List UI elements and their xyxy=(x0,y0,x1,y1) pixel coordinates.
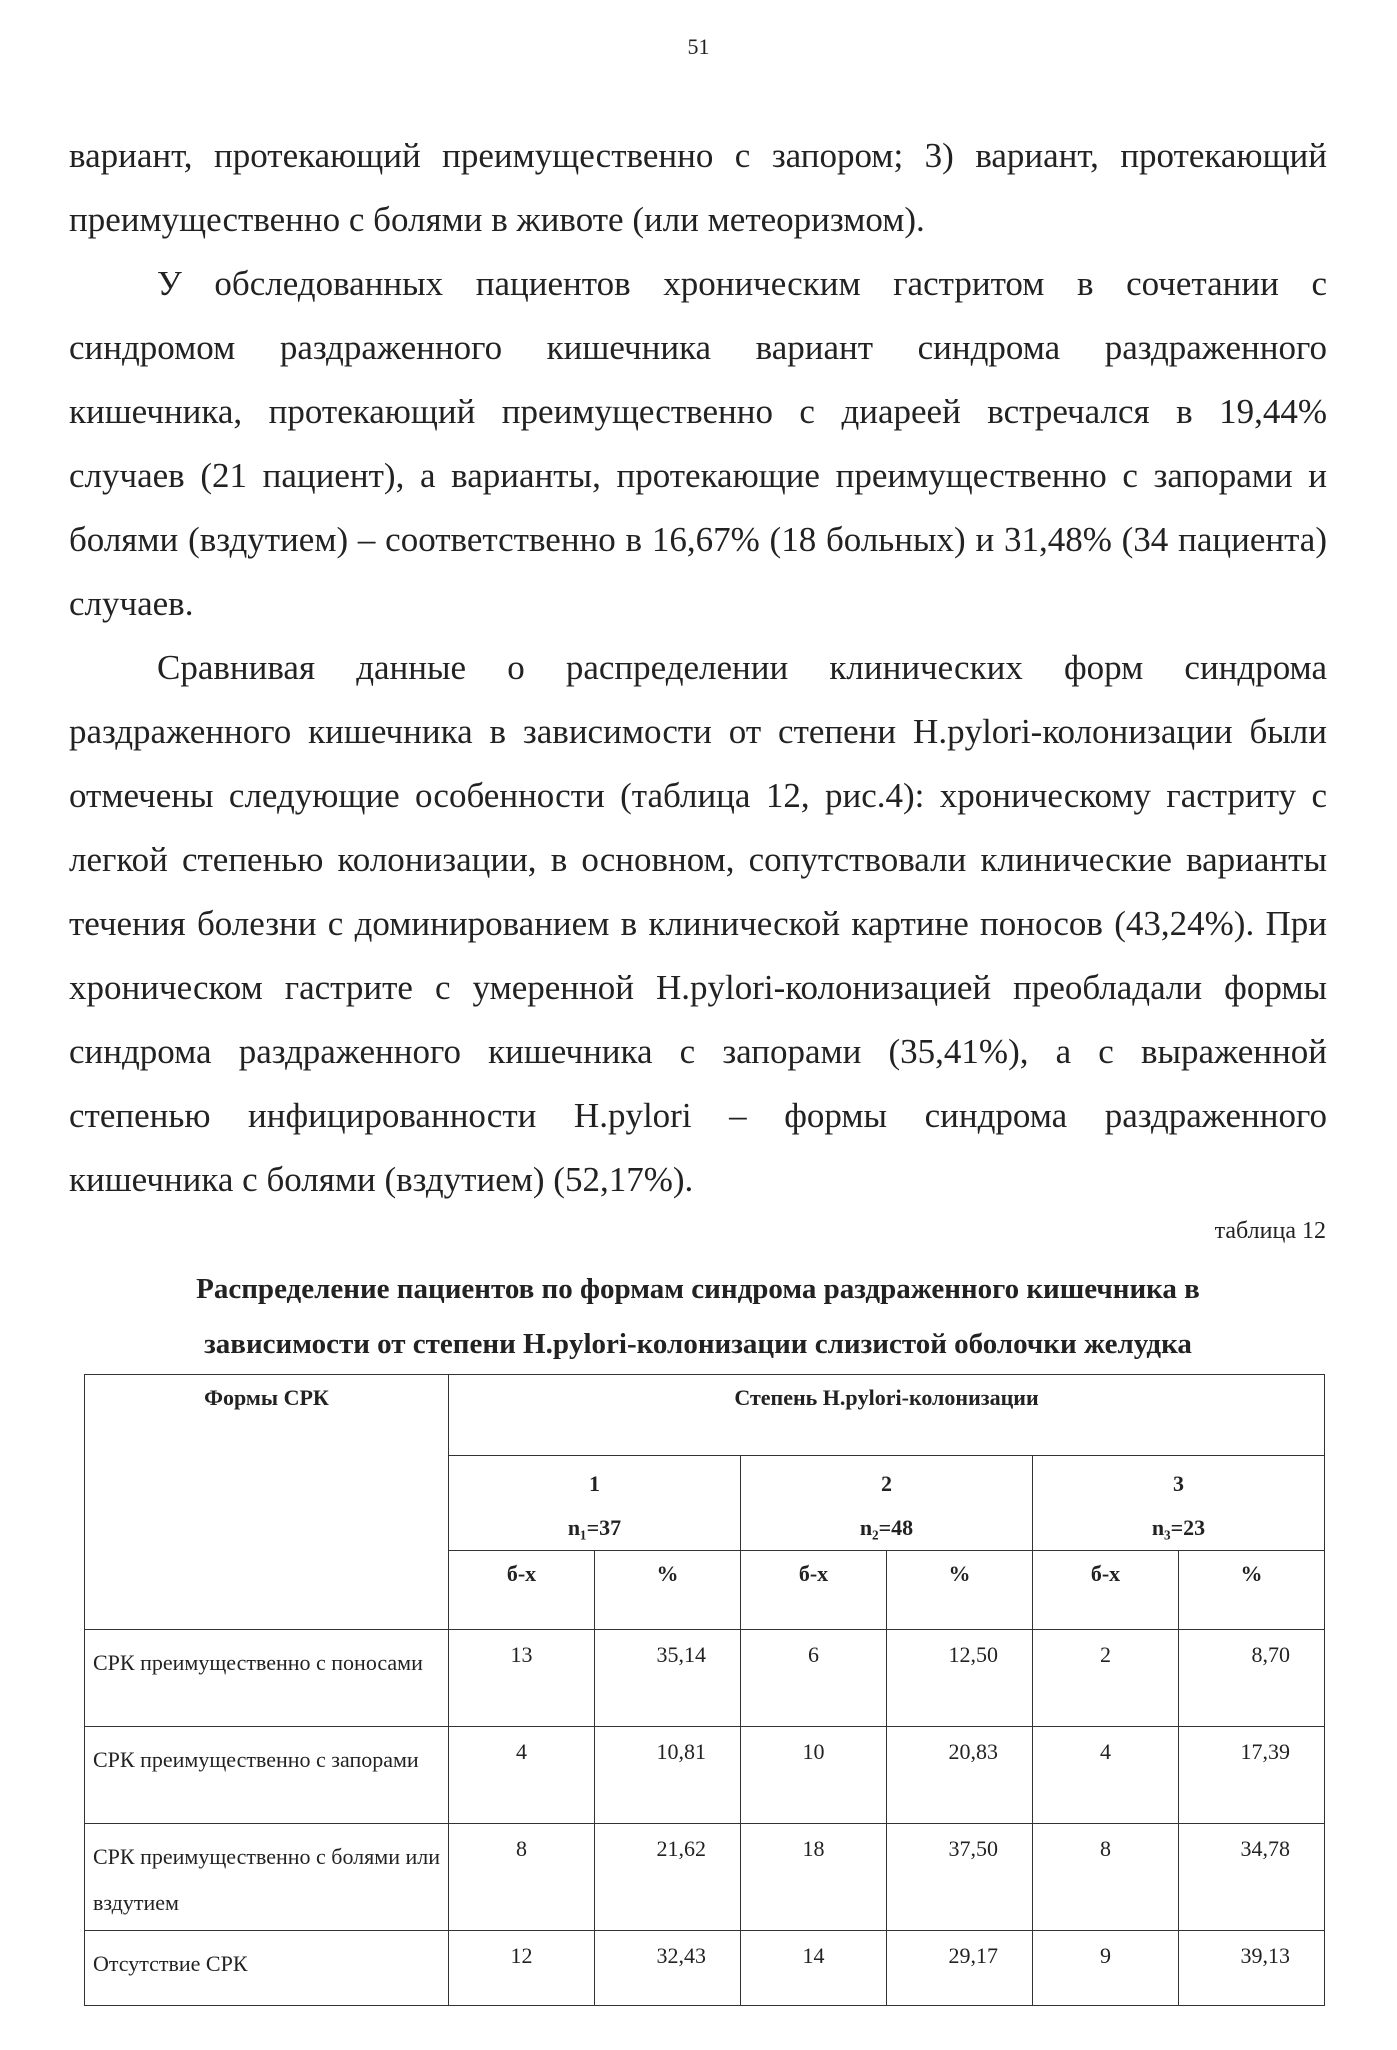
cell-count: 8 xyxy=(1033,1824,1179,1931)
header-forms: Формы СРК xyxy=(85,1375,449,1630)
cell-count: 14 xyxy=(741,1931,887,2006)
cell-percent: 21,62 xyxy=(595,1824,741,1931)
row-label: Отсутствие СРК xyxy=(85,1931,449,2006)
body-text xyxy=(69,124,1327,1212)
table-title-line: Распределение пациентов по формам синдрома раздраженного кишечника в xyxy=(196,1273,1200,1305)
cell-percent: 8,70 xyxy=(1179,1630,1325,1727)
row-label: СРК преимущественно с запорами xyxy=(85,1727,449,1824)
cell-count: 2 xyxy=(1033,1630,1179,1727)
cell-percent: 20,83 xyxy=(887,1727,1033,1824)
table-label: таблица 12 xyxy=(1214,1218,1326,1244)
cell-percent: 35,14 xyxy=(595,1630,741,1727)
cell-count: 9 xyxy=(1033,1931,1179,2006)
cell-count: 13 xyxy=(449,1630,595,1727)
cell-percent: 12,50 xyxy=(887,1630,1033,1727)
cell-count: 12 xyxy=(449,1931,595,2006)
cell-count: 4 xyxy=(449,1727,595,1824)
paragraph: вариант, протекающий преимущественно с запором; 3) вариант, протекающий преимущественно с болями в животе (или метеоризмом). xyxy=(69,136,1327,239)
table-row xyxy=(85,1824,1325,1931)
cell-percent: 34,78 xyxy=(1179,1824,1325,1931)
paragraph: У обследованных пациентов хроническим гастритом в сочетании с синдромом раздраженного кишечника вариант синдрома раздраженного кишечника, протекающий преимущественно с диареей встречался в 19,44% случаев (21 пациент), а варианты, протекающие преимущественно с запорами и болями (вздутием) – соответственно в 16,67% (18 больных) и 31,48% (34 пациента) случаев. xyxy=(69,264,1327,623)
subheader-percent: % xyxy=(1179,1551,1325,1630)
table-row xyxy=(85,1931,1325,2006)
cell-percent: 37,50 xyxy=(887,1824,1033,1931)
page-number: 51 xyxy=(687,34,710,59)
cell-count: 8 xyxy=(449,1824,595,1931)
row-label: СРК преимущественно с поносами xyxy=(85,1630,449,1727)
subheader-count: б-х xyxy=(449,1551,595,1630)
cell-percent: 39,13 xyxy=(1179,1931,1325,2006)
table-row xyxy=(85,1727,1325,1824)
cell-percent: 17,39 xyxy=(1179,1727,1325,1824)
cell-count: 10 xyxy=(741,1727,887,1824)
header-degree-1: 1 n₁=37 xyxy=(449,1456,741,1551)
row-label: СРК преимущественно с болями или вздутием xyxy=(85,1824,449,1931)
header-degree-3: 3 n₃=23 xyxy=(1033,1456,1325,1551)
subheader-count: б-х xyxy=(1033,1551,1179,1630)
cell-count: 4 xyxy=(1033,1727,1179,1824)
table-title xyxy=(69,1262,1327,1372)
cell-count: 18 xyxy=(741,1824,887,1931)
subheader-percent: % xyxy=(595,1551,741,1630)
table-title-line: зависимости от степени H.pylori-колонизации слизистой оболочки желудка xyxy=(204,1328,1192,1360)
cell-percent: 10,81 xyxy=(595,1727,741,1824)
distribution-table xyxy=(84,1374,1325,2006)
paragraph: Сравнивая данные о распределении клинических форм синдрома раздраженного кишечника в зависимости от степени H.pylori-колонизации были отмечены следующие особенности (таблица 12, рис.4): хроническому гастриту с легкой степенью колонизации, в основном, сопутствовали клинические варианты течения болезни с доминированием в клинической картине поносов (43,24%). При хроническом гастрите с умеренной H.pylori-колонизацией преобладали формы синдрома раздраженного кишечника с запорами (35,41%), а с выраженной степенью инфицированности H.pylori – формы синдрома раздраженного кишечника с болями (вздутием) (52,17%). xyxy=(69,648,1327,1199)
cell-percent: 29,17 xyxy=(887,1931,1033,2006)
subheader-count: б-х xyxy=(741,1551,887,1630)
cell-count: 6 xyxy=(741,1630,887,1727)
header-degree: Степень H.pylori-колонизации xyxy=(449,1375,1325,1456)
table-row xyxy=(85,1630,1325,1727)
cell-percent: 32,43 xyxy=(595,1931,741,2006)
header-degree-2: 2 n₂=48 xyxy=(741,1456,1033,1551)
subheader-percent: % xyxy=(887,1551,1033,1630)
